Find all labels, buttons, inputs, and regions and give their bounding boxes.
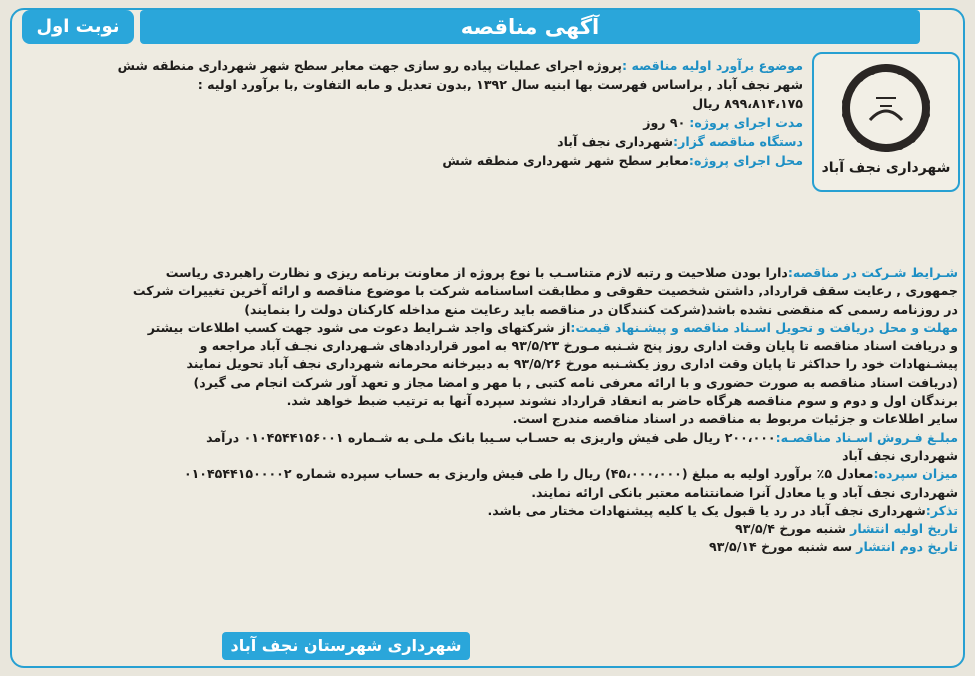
deposit-line-1: معادل ۵٪ برآورد اولیه به مبلغ (۴۵،۰۰۰،۰۰۰) ریال را طی فیش واریزی به حساب سپرده شماره ۰۱۰۴۵۴۴۱۵۰۰۰۰۲ xyxy=(183,466,874,482)
logo-caption: شهرداری نجف آباد xyxy=(821,160,951,176)
second-publication-label: تاریخ دوم انتشار xyxy=(856,539,958,555)
municipality-seal-icon xyxy=(840,62,932,154)
deadline-line-3: پیشـنهادات خود را حداکثر تا پایان وقت اداری روز یکشـنبه مورخ ۹۳/۵/۲۶ به دبیرخانه محرمانه شهرداری نجف آباد تحویل نمایند xyxy=(186,356,958,372)
first-publication-label: تاریخ اولیه انتشار xyxy=(850,521,958,537)
notice-body xyxy=(18,264,958,557)
deposit-line-2: شهرداری نجف آباد و یا معادل آنرا ضمانتنامه معتبر بانکی ارائه نمایند. xyxy=(531,484,958,500)
first-publication-value: شنبه مورخ ۹۳/۵/۴ xyxy=(735,521,847,537)
estimated-amount: ۸۹۹،۸۱۴،۱۷۵ ریال xyxy=(692,96,803,111)
municipality-logo-box xyxy=(812,52,960,192)
project-details xyxy=(18,56,803,170)
authority-value: شهرداری نجف آباد xyxy=(557,134,674,149)
deadline-line-4: (دریافت اسناد مناقصه به صورت حضوری و با ارائه معرفی نامه کتبی , با مهر و امضا مجاز و تعهد آور شرکت انجام می گیرد) xyxy=(193,374,958,390)
fee-line-1: ۲۰۰،۰۰۰ ریال طی فیش واریزی به حسـاب سـیبا بانک ملـی به شـماره ۰۱۰۴۵۴۴۱۵۶۰۰۱ درآمد xyxy=(206,429,776,445)
authority-row xyxy=(18,132,803,151)
footer-municipality-bar: شهرداری شهرستان نجف آباد xyxy=(222,632,470,660)
duration-label: مدت اجرای پروژه: xyxy=(689,115,803,130)
fee-line-2: شهرداری نجف آباد xyxy=(842,447,958,463)
conditions-label: شـرایط شـرکت در مناقصه: xyxy=(787,265,958,280)
subject-row xyxy=(18,56,803,75)
conditions-line-3: در روزنامه رسمی که منقضی نشده باشد(شرکت کنندگان در مناقصه باید رعایت منع مداخله کارکنان دولت را بنمایند) xyxy=(244,301,958,317)
fee-row-1 xyxy=(18,429,958,447)
subject-row-2 xyxy=(18,75,803,94)
location-value: معابر سطح شهر شهرداری منطقه شش xyxy=(442,153,689,168)
duration-value: ۹۰ روز xyxy=(643,115,686,130)
conditions-line-2: جمهوری , رعایت سقف قرارداد, داشتن شخصیت حقوقی و مطابقت اساسنامه شرکت با موضوع مناقصه و ارائه آخرین تغییرات شرکت xyxy=(132,283,958,299)
deadline-row-1 xyxy=(18,319,958,337)
fee-label: مبلـغ فـروش اسـناد مناقصـه: xyxy=(775,429,958,445)
deadline-line-1: از شرکتهای واجد شـرایط دعوت می شود جهت کسب اطلاعات بیشتر xyxy=(147,319,571,335)
deadline-line-5: برندگان اول و دوم و سوم مناقصه هرگاه حاضر به انعقاد قرارداد نشوند سپرده آنها به ترتیب ضبط خواهد شد. xyxy=(286,393,958,409)
conditions-row-1 xyxy=(18,264,958,282)
deposit-row-1 xyxy=(18,465,958,483)
subject-text-1: پروژه اجرای عملیات پیاده رو سازی جهت معابر سطح شهر شهرداری منطقه شش xyxy=(117,58,623,73)
second-publication-value: سه شنبه مورخ ۹۳/۵/۱۴ xyxy=(709,539,853,555)
amount-row xyxy=(18,94,803,113)
second-publication-row xyxy=(18,538,958,556)
round-badge: نوبت اول xyxy=(22,10,134,44)
deposit-label: میزان سپرده: xyxy=(873,466,958,482)
duration-row xyxy=(18,113,803,132)
location-row xyxy=(18,151,803,170)
deadline-line-2: و دریافت اسناد مناقصه تا پایان وقت اداری روز پنج شـنبه مـورخ ۹۳/۵/۲۳ به امور قراردادهای شـهرداری نجـف آباد مراجعه و xyxy=(199,338,958,354)
note-text: شهرداری نجف آباد در رد یا قبول یک یا کلیه پیشنهادات مختار می باشد. xyxy=(487,502,926,518)
location-label: محل اجرای پروژه: xyxy=(688,153,803,168)
deadline-line-6: سایر اطلاعات و جزئیات مربوط به مناقصه در اسناد مناقصه مندرج است. xyxy=(512,411,958,427)
note-row xyxy=(18,502,958,520)
notice-title: آگهی مناقصه xyxy=(460,15,600,39)
first-publication-row xyxy=(18,520,958,538)
subject-text-2: شهر نجف آباد , براساس فهرست بها ابنیه سال ۱۳۹۲ ,بدون تعدیل و مابه التفاوت ,با برآورد اولیه : xyxy=(197,77,803,92)
note-label: تذکر: xyxy=(925,502,958,518)
conditions-line-1: دارا بودن صلاحیت و رتبه لازم متناسـب با نوع پروژه از معاونت برنامه ریزی و نظارت راهبردی ریاست xyxy=(165,265,788,280)
deadline-label: مهلت و محل دریافت و تحویل اسـناد مناقصه و پیشـنهاد قیمت: xyxy=(570,319,958,335)
authority-label: دستگاه مناقصه گزار: xyxy=(673,134,803,149)
subject-label: موضوع برآورد اولیه مناقصه : xyxy=(622,58,803,73)
